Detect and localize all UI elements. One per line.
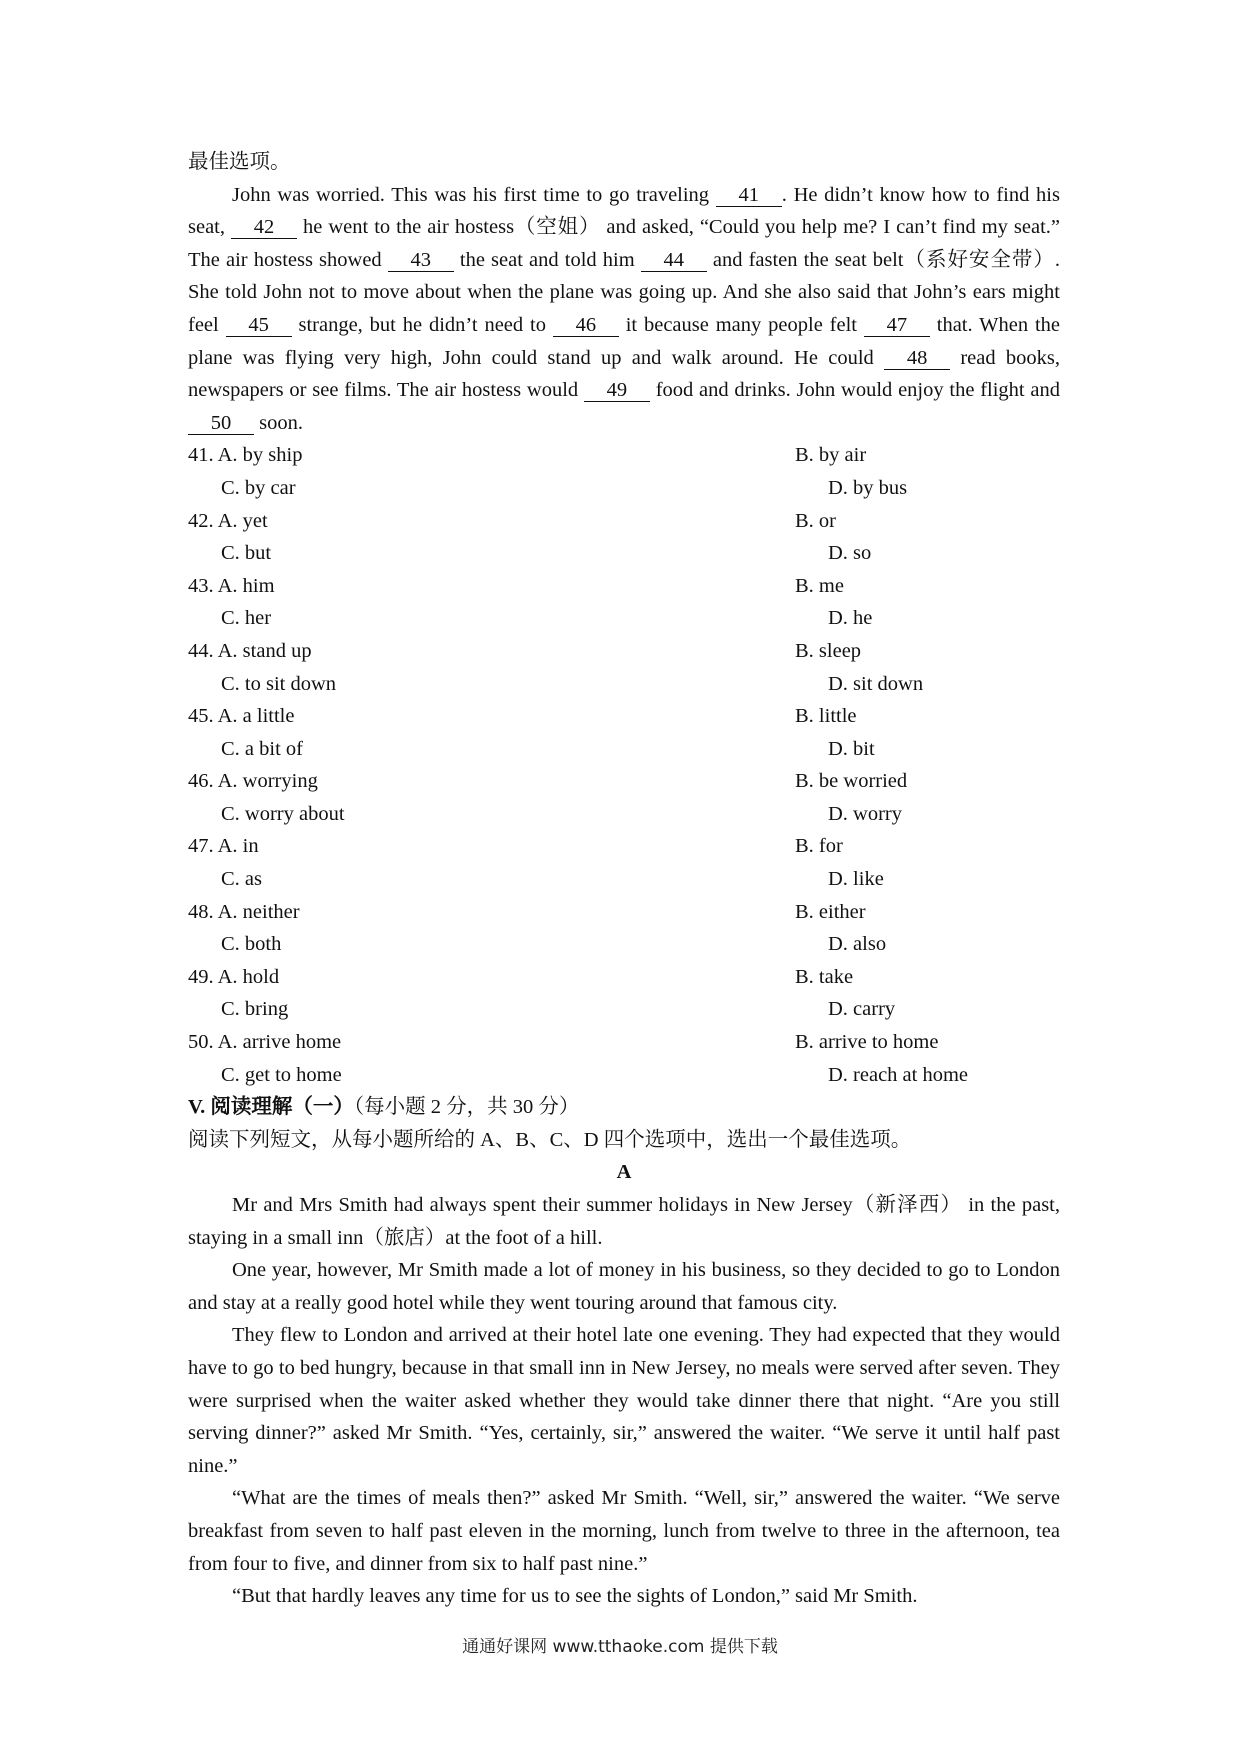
question-row <box>188 896 1060 929</box>
cloze-blank: 46 <box>553 314 619 337</box>
option-c: C. get to home <box>221 1063 342 1086</box>
question-row <box>188 570 1060 603</box>
passage-paragraph: “What are the times of meals then?” asked Mr Smith. “Well, sir,” answered the waiter. “We serve breakfast from seven to half past eleven in the morning, lunch from twelve to three in the afternoon, tea from four to five, and dinner from six to half past nine.” <box>188 1487 1060 1575</box>
cloze-blank: 42 <box>231 216 297 239</box>
section-5-heading <box>188 1091 1060 1124</box>
question-row <box>188 993 1060 1026</box>
option-a <box>188 439 795 472</box>
question-row <box>188 602 1060 635</box>
cloze-blank: 47 <box>864 314 930 337</box>
passage-paragraph: Mr and Mrs Smith had always spent their summer holidays in New Jersey（新泽西） in the past, staying in a small inn（旅店）at the foot of a hill. <box>188 1194 1060 1249</box>
option-d: D. he <box>828 607 873 630</box>
option-a <box>188 961 795 994</box>
passage-label: A <box>616 1161 632 1184</box>
cloze-blank: 49 <box>584 379 650 402</box>
option-b: B. by air <box>795 444 867 467</box>
question-row <box>188 863 1060 896</box>
cloze-text: John was worried. This was his first time to go traveling <box>232 183 716 206</box>
option-c: C. as <box>221 868 262 891</box>
intro-tail: 最佳选项。 <box>188 151 291 173</box>
question-number: 48. <box>188 900 214 923</box>
question-number: 47. <box>188 835 214 858</box>
cloze-text: that. When the plane was flying very high, John could stand up and walk around. He could <box>188 313 1060 369</box>
question-number: 41. <box>188 444 214 467</box>
option-a <box>188 505 795 538</box>
question-number: 46. <box>188 770 214 793</box>
option-b: B. take <box>795 965 854 988</box>
passage-paragraph: “But that hardly leaves any time for us to see the sights of London,” said Mr Smith. <box>232 1585 918 1608</box>
footer-watermark: 通通好课网 www.tthaoke.com 提供下载 <box>462 1637 778 1657</box>
option-a-text: A. worrying <box>217 770 318 793</box>
option-c: C. a bit of <box>221 737 303 760</box>
cloze-blank: 45 <box>226 314 292 337</box>
passage-paragraph: They flew to London and arrived at their hotel late one evening. They had expected that they would have to go to bed hungry, because in that small inn in New Jersey, no meals were served after seven. They were surprised when the waiter asked whether they would take dinner there that night. “Are you still serving dinner?” asked Mr Smith. “Yes, certainly, sir,” answered the waiter. “We serve it until half past nine.” <box>188 1324 1060 1477</box>
option-a-text: A. neither <box>217 900 300 923</box>
option-a <box>188 765 795 798</box>
cloze-passage <box>188 179 1060 440</box>
option-a-text: A. by ship <box>217 444 303 467</box>
option-b: B. be worried <box>795 770 908 793</box>
question-row <box>188 830 1060 863</box>
option-b: B. me <box>795 574 844 597</box>
option-d: D. also <box>828 933 887 956</box>
question-number: 49. <box>188 965 214 988</box>
option-b: B. arrive to home <box>795 1031 939 1054</box>
cloze-text: the seat and told him <box>453 248 641 271</box>
option-a <box>188 700 795 733</box>
question-row <box>188 700 1060 733</box>
option-a-text: A. hold <box>217 965 280 988</box>
option-b: B. sleep <box>795 639 862 662</box>
option-b: B. little <box>795 705 857 728</box>
option-b: B. or <box>795 509 836 532</box>
cloze-blank: 44 <box>641 249 707 272</box>
option-d: D. reach at home <box>828 1063 969 1086</box>
section-5-instructions: 阅读下列短文，从每小题所给的 A、B、C、D 四个选项中，选出一个最佳选项。 <box>188 1128 912 1151</box>
option-d: D. carry <box>828 998 896 1021</box>
option-a-text: A. yet <box>217 509 268 532</box>
option-a-text: A. stand up <box>217 639 312 662</box>
cloze-text: read books, newspapers or see films. The air hostess would <box>188 346 1060 402</box>
cloze-text: and fasten the seat belt（系好安全带）. She told John not to move about when the plane was going up. And she also said that John’s ears might feel <box>188 248 1060 336</box>
question-row <box>188 472 1060 505</box>
question-number: 44. <box>188 639 214 662</box>
option-c: C. her <box>221 607 272 630</box>
option-a-text: A. a little <box>217 705 295 728</box>
question-number: 42. <box>188 509 214 532</box>
option-c: C. bring <box>221 998 289 1021</box>
option-a <box>188 570 795 603</box>
option-c: C. both <box>221 933 282 956</box>
option-d: D. worry <box>828 802 903 825</box>
question-row <box>188 635 1060 668</box>
question-row <box>188 668 1060 701</box>
option-a-text: A. in <box>217 835 259 858</box>
question-row <box>188 1026 1060 1059</box>
question-row <box>188 439 1060 472</box>
option-a <box>188 1026 795 1059</box>
section-5-score: （每小题 2 分，共 30 分） <box>353 1096 580 1119</box>
option-a-text: A. arrive home <box>217 1031 342 1054</box>
question-number: 50. <box>188 1031 214 1054</box>
cloze-text: food and drinks. John would enjoy the flight and <box>649 379 1060 402</box>
option-a <box>188 830 795 863</box>
option-d: D. sit down <box>828 672 924 695</box>
cloze-blank: 50 <box>188 412 254 435</box>
question-row <box>188 798 1060 831</box>
option-c: C. by car <box>221 476 296 499</box>
cloze-text: soon. <box>254 411 303 434</box>
question-row <box>188 733 1060 766</box>
option-a <box>188 896 795 929</box>
option-d: D. like <box>828 868 884 891</box>
cloze-blank: 41 <box>716 184 782 207</box>
option-a-text: A. him <box>217 574 275 597</box>
question-number: 43. <box>188 574 214 597</box>
question-row <box>188 961 1060 994</box>
cloze-text: it because many people felt <box>618 313 864 336</box>
question-row <box>188 505 1060 538</box>
option-c: C. worry about <box>221 802 345 825</box>
reading-passage <box>188 1189 1060 1613</box>
question-row <box>188 928 1060 961</box>
option-c: C. to sit down <box>221 672 337 695</box>
question-row <box>188 1059 1060 1092</box>
option-c: C. but <box>221 542 272 565</box>
question-row <box>188 765 1060 798</box>
cloze-text: . He didn’t know how to find his seat, <box>188 183 1060 239</box>
question-number: 45. <box>188 705 214 728</box>
options-list <box>188 439 1060 1091</box>
option-b: B. either <box>795 900 866 923</box>
passage-paragraph: One year, however, Mr Smith made a lot of money in his business, so they decided to go to London and stay at a really good hotel while they went touring around that famous city. <box>188 1259 1060 1314</box>
option-d: D. so <box>828 542 872 565</box>
cloze-text: he went to the air hostess（空姐） and asked, “Could you help me? I can’t find my seat.” The air hostess showed <box>188 216 1060 271</box>
cloze-blank: 48 <box>884 347 950 370</box>
option-b: B. for <box>795 835 843 858</box>
section-5-title: V. 阅读理解（一） <box>188 1096 354 1119</box>
exam-page <box>188 146 1060 1613</box>
option-d: D. bit <box>828 737 875 760</box>
question-row <box>188 537 1060 570</box>
cloze-blank: 43 <box>388 249 454 272</box>
option-d: D. by bus <box>828 476 908 499</box>
option-a <box>188 635 795 668</box>
cloze-text: strange, but he didn’t need to <box>291 313 553 336</box>
